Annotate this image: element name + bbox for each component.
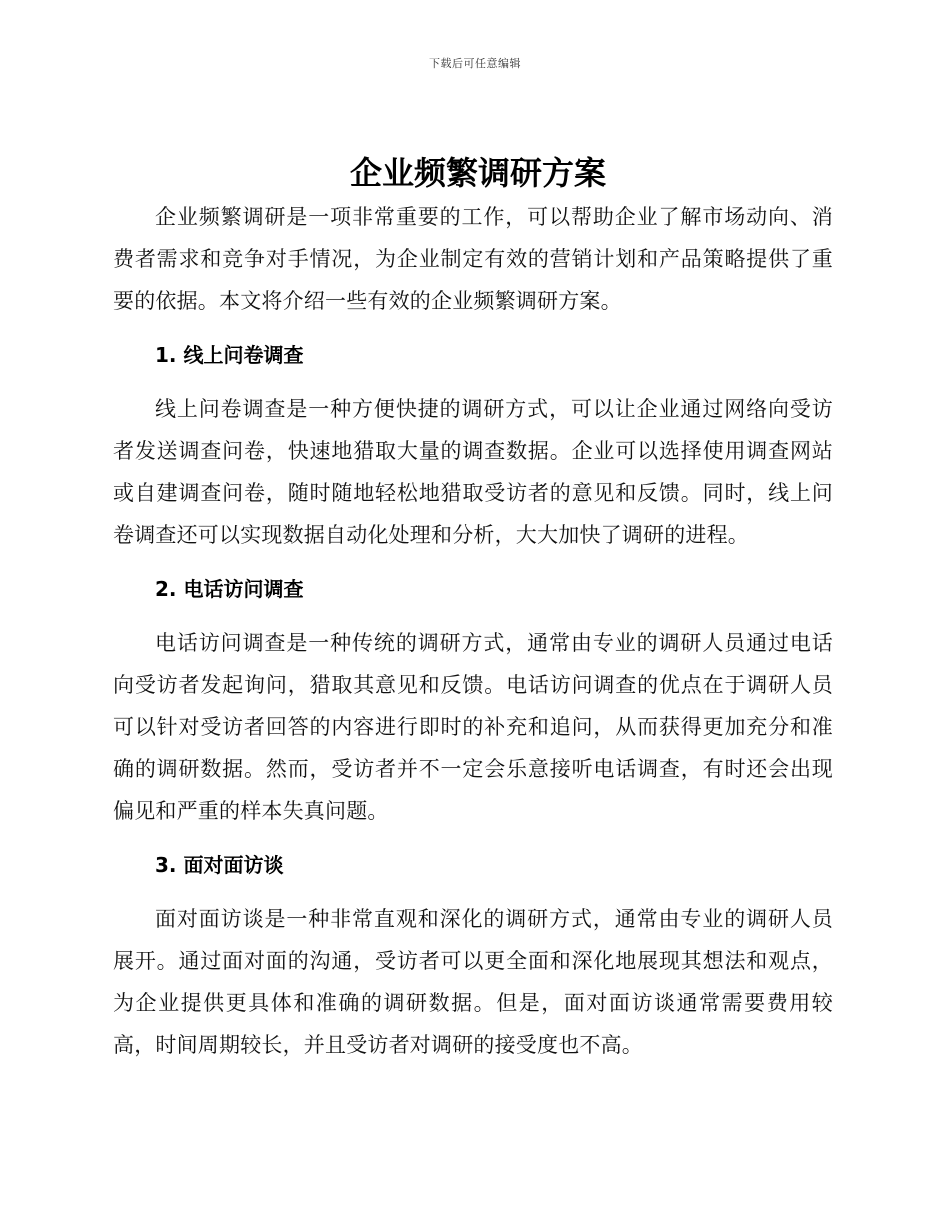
section-body: 电话访问调查是一种传统的调研方式，通常由专业的调研人员通过电话向受访者发起询问，猎取其意见和反馈。电话访问调查的优点在于调研人员可以针对受访者回答的内容进行即时的补充和追问，从而获得更加充分和准确的调研数据。然而，受访者并不一定会乐意接听电话调查，有时还会出现偏见和严重的样本失真问题。 [113, 631, 833, 823]
section-heading: 1. 线上问卷调查 [155, 343, 304, 367]
section-phone-survey [113, 568, 833, 832]
section-body: 线上问卷调查是一种方便快捷的调研方式，可以让企业通过网络向受访者发送调查问卷，快速地猎取大量的调查数据。企业可以选择使用调查网站或自建调查问卷，随时随地轻松地猎取受访者的意见和反馈。同时，线上问卷调查还可以实现数据自动化处理和分析，大大加快了调研的进程。 [113, 397, 833, 547]
document-content [113, 150, 833, 1066]
intro-paragraph: 企业频繁调研是一项非常重要的工作，可以帮助企业了解市场动向、消费者需求和竞争对手情况，为企业制定有效的营销计划和产品策略提供了重要的依据。本文将介绍一些有效的企业频繁调研方案。 [113, 205, 833, 313]
section-heading: 2. 电话访问调查 [155, 577, 304, 601]
section-heading: 3. 面对面访谈 [155, 853, 284, 877]
section-body: 面对面访谈是一种非常直观和深化的调研方式，通常由专业的调研人员展开。通过面对面的沟通，受访者可以更全面和深化地展现其想法和观点，为企业提供更具体和准确的调研数据。但是，面对面访谈通常需要费用较高，时间周期较长，并且受访者对调研的接受度也不高。 [113, 907, 833, 1057]
section-online-survey [113, 334, 833, 556]
header-note: 下载后可任意编辑 [429, 57, 521, 70]
section-face-to-face-interview [113, 844, 833, 1066]
document-title: 企业频繁调研方案 [349, 154, 606, 192]
